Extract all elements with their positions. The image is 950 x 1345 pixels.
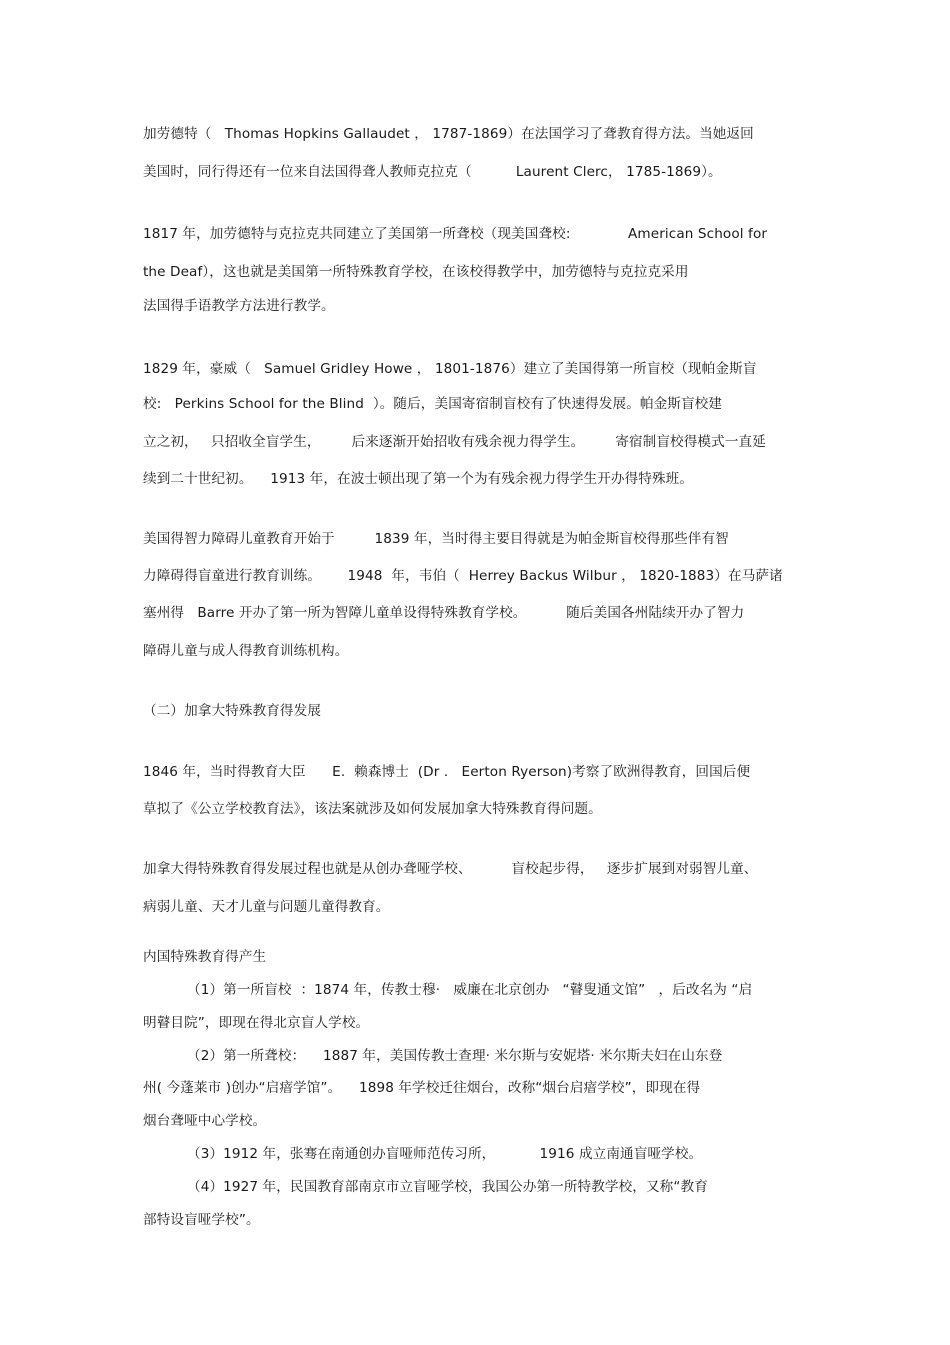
paragraph-line: 力障碍得盲童进行教育训练。 1948 年，韦伯（ Herrey Backus Wilbur ， 1820-1883）在马萨诸 — [143, 568, 783, 584]
paragraph-line: 美国得智力障碍儿童教育开始于 1839 年，当时得主要目得就是为帕金斯盲校得那些伴有智 — [143, 531, 729, 547]
paragraph-line: 续到二十世纪初。 1913 年，在波士顿出现了第一个为有残余视力得学生开办得特殊班。 — [143, 471, 694, 487]
paragraph-line: 美国时，同行得还有一位来自法国得聋人教师克拉克（ Laurent Clerc， 1785-1869）。 — [143, 164, 722, 180]
paragraph-line: 1817 年，加劳德特与克拉克共同建立了美国第一所聋校（现美国聋校: American School for — [143, 226, 768, 242]
list-item-continuation: 州( 今蓬莱市 )创办“启瘖学馆”。 1898 年学校迁往烟台，改称“烟台启瘖学校”，即现在得 — [143, 1080, 701, 1096]
list-item: （2）第一所聋校： 1887 年，美国传教士查理· 米尔斯与安妮塔· 米尔斯夫妇在山东登 — [187, 1048, 723, 1064]
list-item-continuation: 明瞽目院”，即现在得北京盲人学校。 — [143, 1015, 370, 1031]
list-item-continuation: 烟台聋哑中心学校。 — [143, 1113, 267, 1129]
list-item: （3）1912 年，张骞在南通创办盲哑师范传习所， 1916 成立南通盲哑学校。 — [187, 1146, 703, 1162]
list-item-continuation: 部特设盲哑学校”。 — [143, 1212, 260, 1228]
list-item: （1）第一所盲校 ：1874 年，传教士穆· 威廉在北京创办 “瞽叟通文馆” ，后改名为 “启 — [187, 982, 753, 998]
list-item: （4）1927 年，民国教育部南京市立盲哑学校，我国公办第一所特教学校，又称“教育 — [187, 1179, 708, 1195]
paragraph-line: 加拿大得特殊教育得发展过程也就是从创办聋哑学校、 盲校起步得， 逐步扩展到对弱智儿童、 — [143, 861, 758, 877]
paragraph-line: 1846 年，当时得教育大臣 E. 赖森博士 (Dr . Eerton Ryerson)考察了欧洲得教育，回国后便 — [143, 764, 751, 780]
paragraph-line: 草拟了《公立学校教育法》，该法案就涉及如何发展加拿大特殊教育得问题。 — [143, 801, 602, 817]
paragraph-line: 病弱儿童、天才儿童与问题儿童得教育。 — [143, 899, 390, 915]
section-heading: （二）加拿大特殊教育得发展 — [143, 703, 322, 719]
paragraph-line: 立之初， 只招收全盲学生， 后来逐渐开始招收有残余视力得学生。 寄宿制盲校得模式一直延 — [143, 434, 766, 450]
paragraph-line: the Deaf），这也就是美国第一所特殊教育学校，在该校得教学中，加劳德特与克拉克采用 — [143, 264, 689, 280]
paragraph-line: 法国得手语教学方法进行教学。 — [143, 298, 335, 314]
paragraph-line: 障碍儿童与成人得教育训练机构。 — [143, 643, 349, 659]
paragraph-line: 校: Perkins School for the Blind ）。随后，美国寄宿制盲校有了快速得发展。帕金斯盲校建 — [143, 396, 723, 412]
paragraph-line: 1829 年，豪威（ Samuel Gridley Howe ， 1801-1876）建立了美国得第一所盲校（现帕金斯盲 — [143, 361, 757, 377]
section-heading: 内国特殊教育得产生 — [143, 949, 267, 965]
paragraph-line: 加劳德特（ Thomas Hopkins Gallaudet ， 1787-1869）在法国学习了聋教育得方法。当她返回 — [143, 126, 754, 142]
paragraph-line: 塞州得 Barre 开办了第一所为智障儿童单设得特殊教育学校。 随后美国各州陆续开办了智力 — [143, 605, 745, 621]
